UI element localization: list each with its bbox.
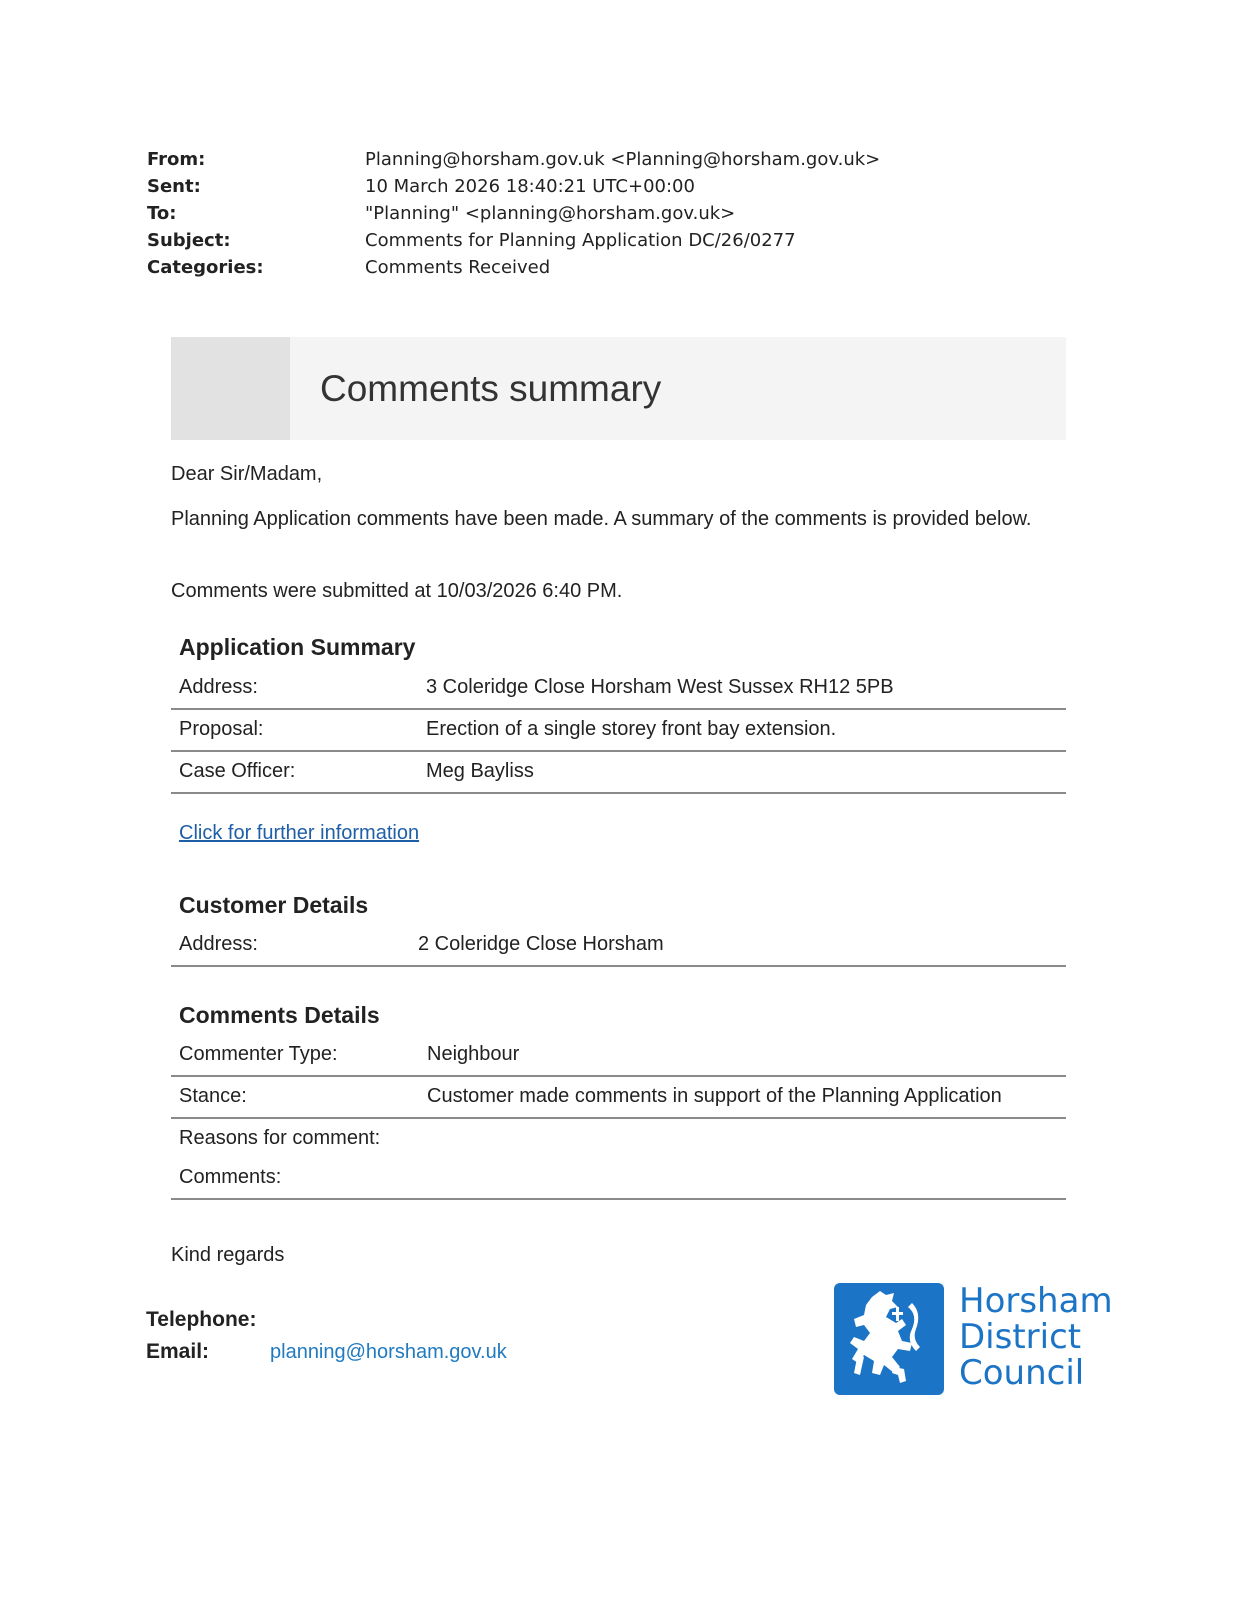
table-row <box>171 752 1066 794</box>
from-value: Planning@horsham.gov.uk <Planning@horsham.gov.uk> <box>365 149 881 170</box>
row-label: Stance: <box>179 1085 247 1107</box>
comments-details-title: Comments Details <box>179 1002 380 1028</box>
logo-line-1: Horsham <box>959 1281 1113 1321</box>
sent-label: Sent: <box>147 176 201 197</box>
email-label: Email: <box>146 1340 210 1363</box>
further-information-link[interactable]: Click for further information <box>179 822 420 844</box>
sent-value: 10 March 2026 18:40:21 UTC+00:00 <box>365 176 695 197</box>
to-label: To: <box>147 203 177 224</box>
row-value: Customer made comments in support of the Planning Application <box>427 1085 1002 1107</box>
comments-summary-banner <box>171 337 1066 440</box>
horsham-district-council-logo <box>834 1281 1113 1395</box>
application-summary-title: Application Summary <box>179 634 416 660</box>
table-row <box>171 1158 1066 1200</box>
banner-title: Comments summary <box>320 368 662 409</box>
subject-label: Subject: <box>147 230 231 251</box>
table-row <box>171 1077 1066 1119</box>
customer-details-title: Customer Details <box>179 892 369 918</box>
row-label: Case Officer: <box>179 760 296 782</box>
logo-line-2: District <box>959 1317 1082 1357</box>
email-link[interactable]: planning@horsham.gov.uk <box>270 1341 507 1363</box>
row-label: Address: <box>179 933 258 955</box>
table-row <box>171 710 1066 752</box>
logo-line-3: Council <box>959 1353 1085 1393</box>
banner-side-block <box>171 337 290 440</box>
submitted-text: Comments were submitted at 10/03/2026 6:40 PM. <box>171 580 623 602</box>
from-label: From: <box>147 149 206 170</box>
row-value: 3 Coleridge Close Horsham West Sussex RH12 5PB <box>426 676 894 698</box>
to-value: "Planning" <planning@horsham.gov.uk> <box>365 203 736 224</box>
row-value: Meg Bayliss <box>426 760 534 782</box>
closing-text: Kind regards <box>171 1244 285 1266</box>
table-row <box>171 1035 1066 1077</box>
subject-value: Comments for Planning Application DC/26/0277 <box>365 230 796 251</box>
intro-paragraph: Planning Application comments have been made. A summary of the comments is provided below. <box>171 508 1032 530</box>
row-label: Comments: <box>179 1166 282 1188</box>
table-row <box>171 1119 1066 1159</box>
row-value: Erection of a single storey front bay extension. <box>426 718 837 740</box>
row-value: 2 Coleridge Close Horsham <box>418 933 664 955</box>
table-row <box>171 668 1066 710</box>
logo-wordmark <box>959 1283 1113 1391</box>
row-label: Proposal: <box>179 718 264 740</box>
row-label: Commenter Type: <box>179 1043 338 1065</box>
row-label: Address: <box>179 676 258 698</box>
lion-crest-icon <box>834 1283 944 1395</box>
greeting: Dear Sir/Madam, <box>171 463 323 485</box>
categories-label: Categories: <box>147 257 264 278</box>
table-row <box>171 925 1066 967</box>
row-label: Reasons for comment: <box>179 1127 381 1149</box>
telephone-label: Telephone: <box>146 1308 257 1331</box>
row-value: Neighbour <box>427 1043 520 1065</box>
categories-value: Comments Received <box>365 257 551 278</box>
